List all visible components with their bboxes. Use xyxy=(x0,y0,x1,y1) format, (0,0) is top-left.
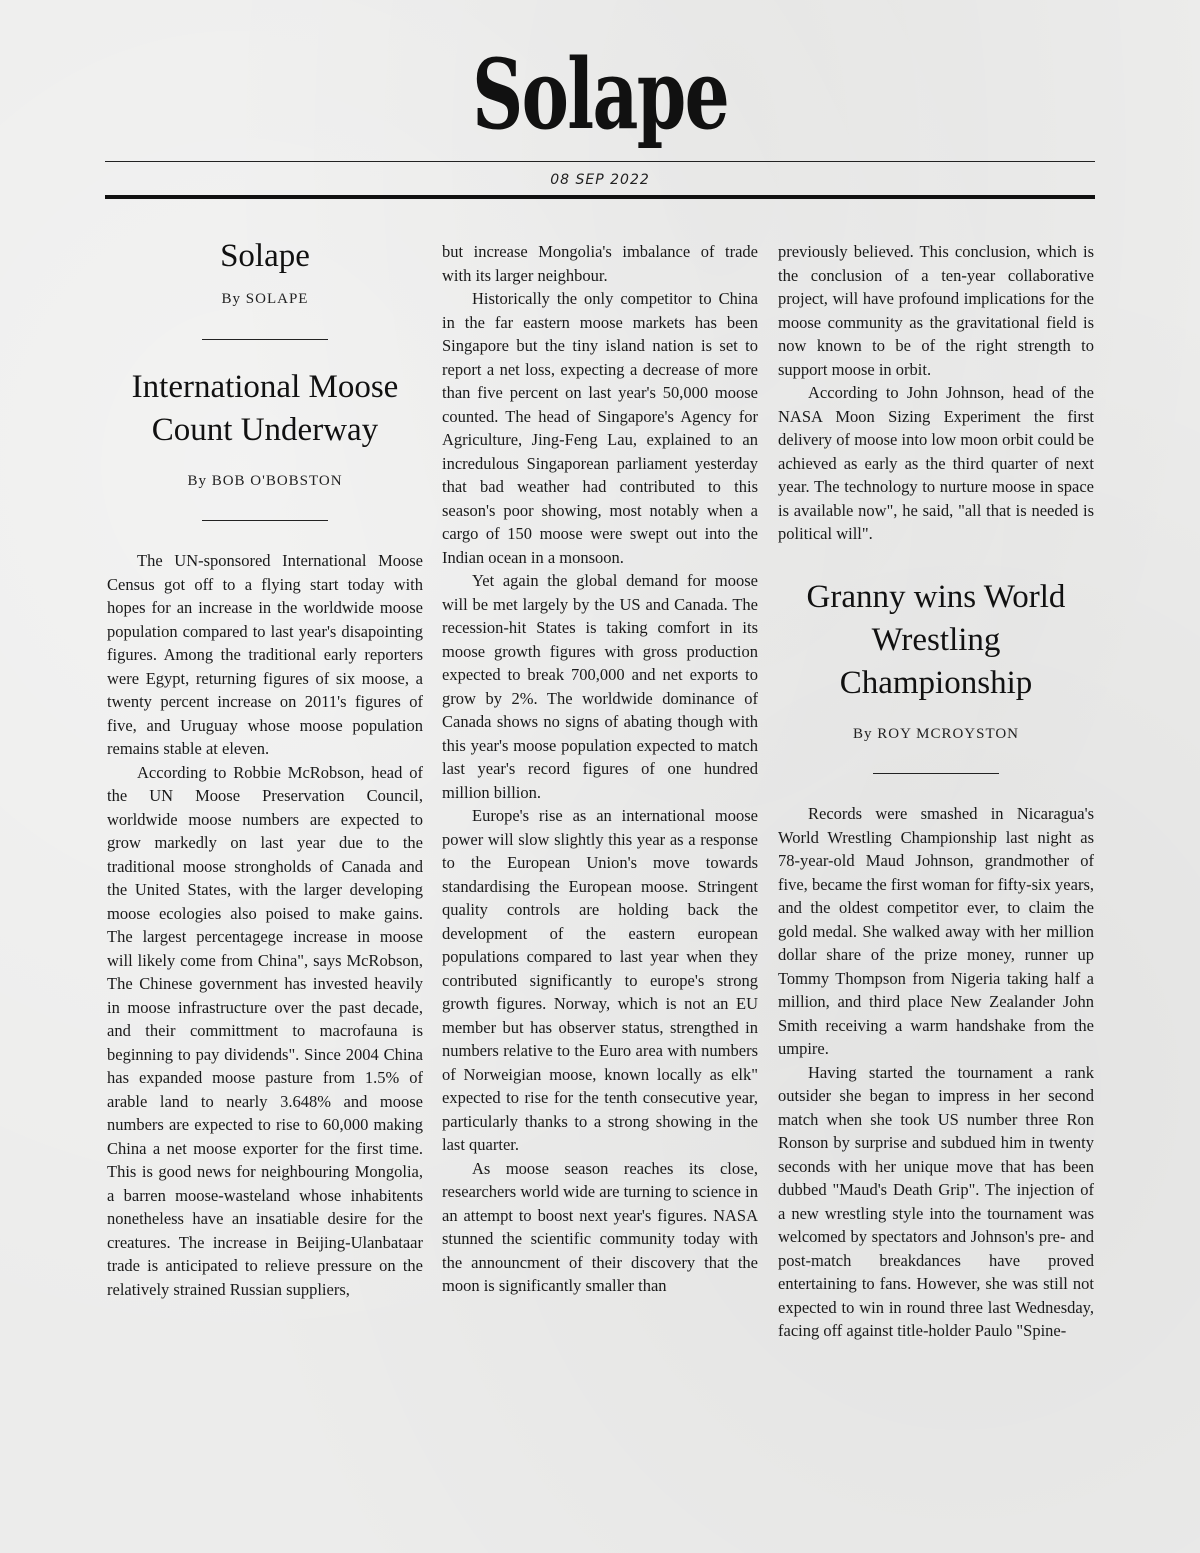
paragraph: Yet again the global demand for moose will be met largely by the US and Canada. The recession-hit States is taking comfort in its moose growth figures with gross production expected to break 700,000 and net exports to grow by 2%. The worldwide dominance of Canada shows no signs of abating though with this year's moose population expected to match last year's record figures of one hundred million billion. xyxy=(442,571,758,802)
paragraph: Europe's rise as an international moose power will slow slightly this year as a response to the European Union's move towards standardising the European moose. Stringent quality controls are holding back the development of the eastern european populations compared to last year when they contributed significantly to europe's strong growth figures. Norway, which is not an EU member but has observer status, strengthed in numbers relative to the Euro area with numbers of Norweigian moose, known locally as elk" expected to rise for the tenth consecutive year, particularly thanks to a strong showing in the last quarter. xyxy=(442,806,758,1154)
paragraph: Records were smashed in Nicaragua's World Wrestling Championship last night as 78-year-old Maud Johnson, grandmother of five, became the first woman for fifty-six years, and the oldest competitor ever, to claim the gold medal. She walked away with her million dollar share of the prize money, runner up Tommy Thompson from Nigeria taking half a million, and third place New Zealander John Smith receiving a warm handshake from the umpire. xyxy=(778,804,1094,1058)
article-body-granny xyxy=(778,802,1094,1343)
article-divider xyxy=(202,520,328,521)
article-byline-solape: By SOLAPE xyxy=(221,291,309,307)
masthead-rule-bottom xyxy=(105,195,1095,199)
paragraph: According to Robbie McRobson, head of the UN Moose Preservation Council, worldwide moose numbers are expected to grow markedly on last year due to the traditional moose strongholds of Canada and the United States, with the larger developing moose ecologies also poised to make gains. The largest percentagege increase in moose will likely come from China", says McRobson, The Chinese government has invested heavily in moose infrastructure over the past decade, and their committment to macrofauna is beginning to pay dividends". Since 2004 China has expanded moose pasture from 1.5% of arable land to nearly 3.648% and moose numbers are expected to rise to 60,000 making China a net moose exporter for the first time. This is good news for neighbouring Mongolia, a barren moose-wasteland whose inhabitents nonetheless have an insatiable desire for the creatures. The increase in Beijing-Ulanbataar trade is anticipated to relieve pressure on the relatively strained Russian suppliers, xyxy=(107,762,423,1299)
article-headline-granny: Granny wins World Wrestling Championship xyxy=(806,578,1066,701)
article-divider xyxy=(873,773,999,774)
paragraph: As moose season reaches its close, researchers world wide are turning to science in an attempt to boost next year's figures. NASA stunned the scientific community today with the announcment of their discovery that the moon is significantly smaller than xyxy=(442,1158,758,1295)
paragraph: Historically the only competitor to China in the far eastern moose markets has been Singapore but the tiny island nation is set to report a net loss, expecting a decrease of more than five percent on last year's 50,000 moose counted. The head of Singapore's Agency for Agriculture, Jing-Feng Lau, explained to an incredulous Singaporean parliament yesterday that bad weather had contributed to this season's poor showing, most notably when a cargo of 150 moose were swept out into the Indian ocean in a monsoon. xyxy=(442,289,758,567)
article-byline-moose: By BOB O'BOBSTON xyxy=(187,472,343,489)
article-body-moose-part1 xyxy=(107,549,423,1301)
masthead xyxy=(0,40,1200,150)
article-byline-granny: By ROY MCROYSTON xyxy=(852,725,1020,742)
paragraph: but increase Mongolia's imbalance of trade with its larger neighbour. xyxy=(442,242,758,285)
masthead-rule-top xyxy=(105,161,1095,162)
paragraph: The UN-sponsored International Moose Census got off to a flying start today with hopes for an increase in the worldwide moose population compared to last year's disapointing figures. Among the traditional early reporters were Egypt, returning figures of six moose, a twenty percent increase on 2011's figures of five, and Uruguay whose moose population remains stable at eleven. xyxy=(107,551,423,758)
column-2 xyxy=(442,240,758,1298)
issue-date: 08 SEP 2022 xyxy=(550,172,650,188)
paragraph: previously believed. This conclusion, which is the conclusion of a ten-year collaborative project, will have profound implications for the moose community as the gravitational field is now known to be of the right strength to support moose in orbit. xyxy=(778,242,1094,379)
column-3 xyxy=(778,240,1094,1343)
article-headline-moose: International Moose Count Underway xyxy=(131,368,399,448)
article-headline-solape: Solape xyxy=(220,238,310,274)
column-1 xyxy=(107,235,423,1301)
paragraph: Having started the tournament a rank outsider she began to impress in her second match when she took US number three Ron Ronson by surprise and subdued him in twenty seconds with her unique move that has been dubbed "Maud's Death Grip". The injection of a new wrestling style into the tournament was welcomed by spectators and Johnson's pre- and post-match breakdances have proved entertaining to fans. However, she was still not expected to win in round three last Wednesday, facing off against title-holder Paulo "Spine- xyxy=(778,1062,1094,1340)
newspaper-title: Solape xyxy=(472,38,728,151)
article-divider xyxy=(202,339,328,340)
paragraph: According to John Johnson, head of the NASA Moon Sizing Experiment the first delivery of moose into low moon orbit could be achieved as early as the third quarter of next year. The technology to nurture moose in space is available now", he said, "all that is needed is political will". xyxy=(778,383,1094,543)
